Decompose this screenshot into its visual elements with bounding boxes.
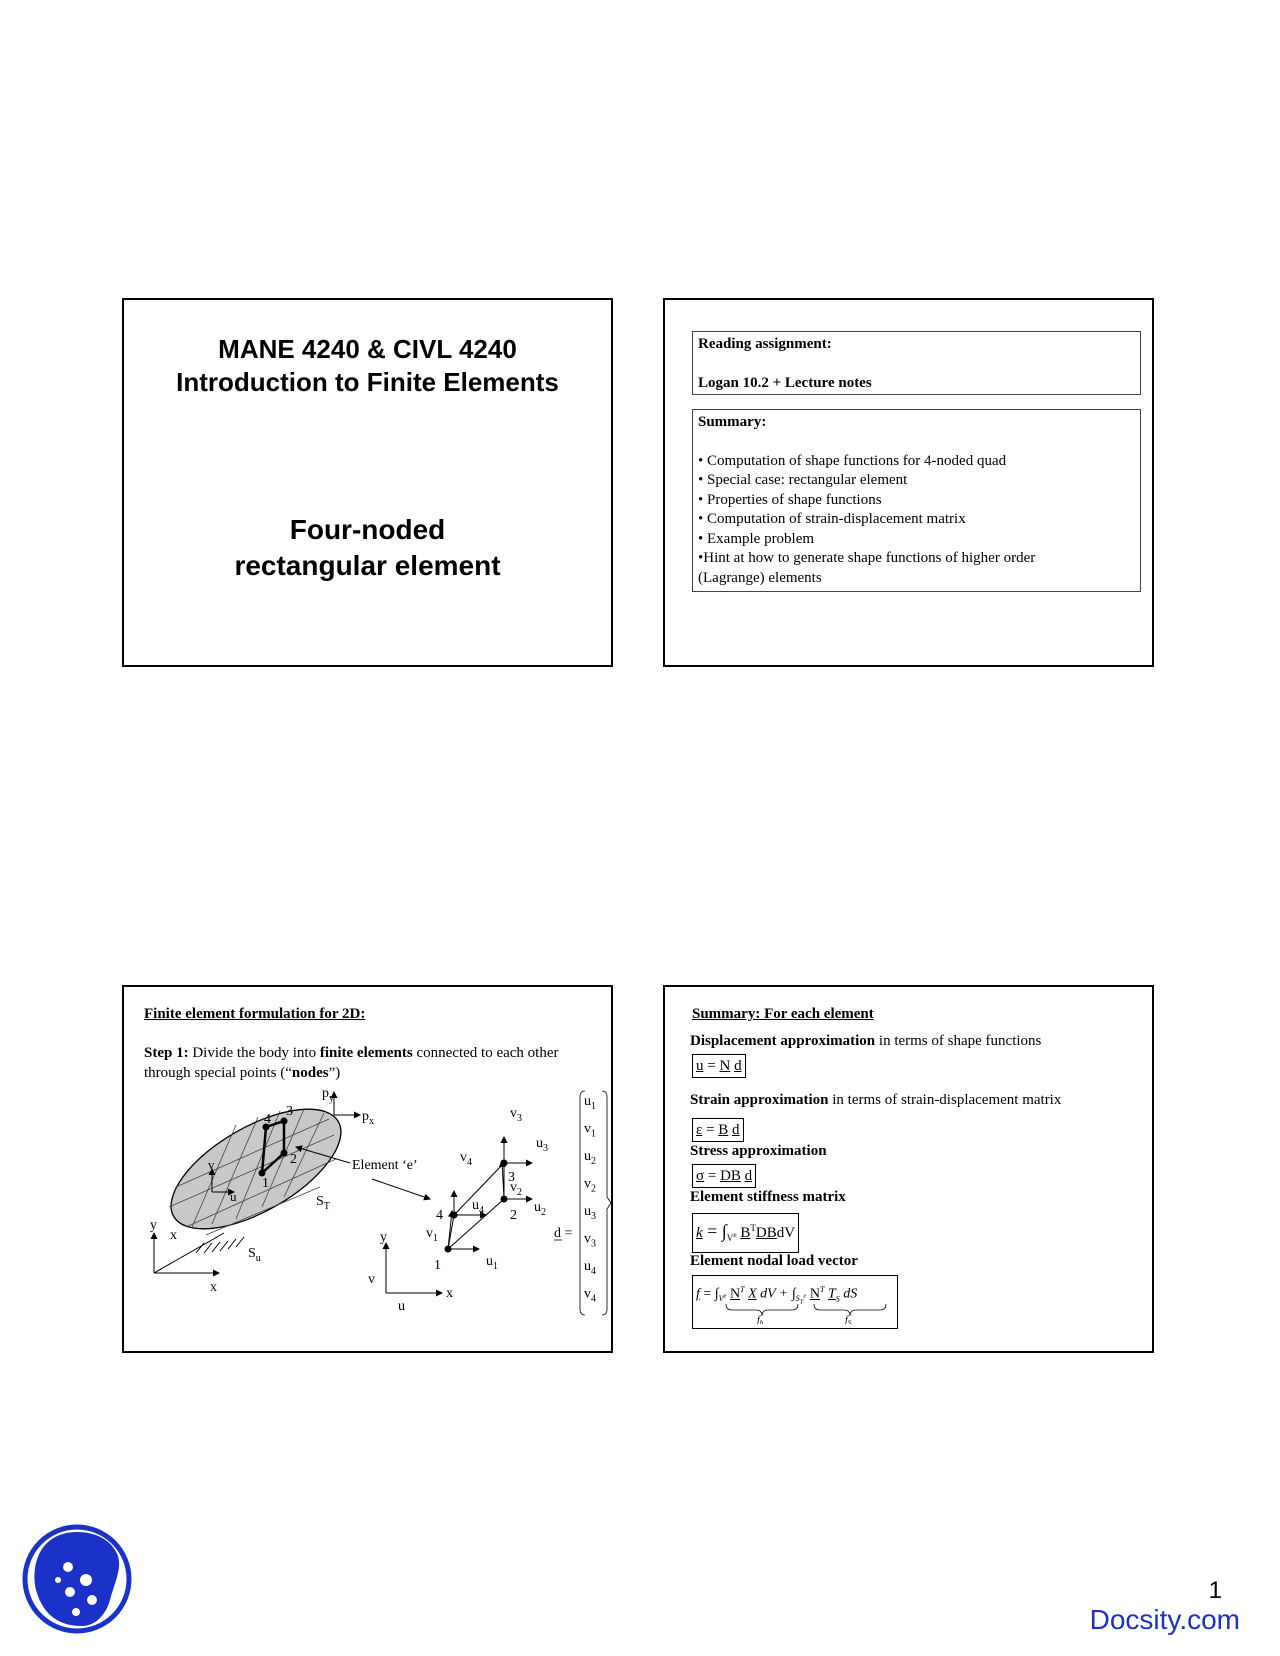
step-text-a: Divide the body into: [188, 1045, 320, 1061]
fb-label: $f_b$: [757, 1315, 764, 1324]
summary-box: [692, 409, 1141, 592]
lecture-subtitle-line1: Four-noded: [289, 514, 446, 545]
element-pointer-2: [372, 1179, 430, 1199]
label-px: $p_x$: [362, 1109, 374, 1127]
displacement-approx-bold: Displacement approximation: [690, 1033, 876, 1049]
slide-title: [122, 298, 613, 667]
fem-heading: Finite element formulation for 2D:: [144, 1006, 366, 1022]
local-v-label: v: [368, 1272, 375, 1287]
node-3: 3: [508, 1170, 515, 1185]
load-vector-line: [690, 1253, 858, 1270]
summary-item: • Computation of strain-displacement matrix: [698, 511, 966, 527]
body-node-3: 3: [286, 1104, 293, 1119]
element-label: Element ‘e’: [352, 1158, 418, 1173]
strain-approx-text: in terms of strain-displacement matrix: [828, 1092, 1062, 1108]
reading-heading: Reading assignment:: [698, 336, 832, 352]
step-bold-b: nodes: [291, 1064, 329, 1081]
stiffness-bold: Element stiffness matrix: [690, 1189, 846, 1205]
body-u-label: u: [230, 1189, 237, 1204]
displacement-equation: u = N d: [692, 1054, 746, 1078]
body-node-4: 4: [264, 1112, 271, 1127]
slide-element-summary: [663, 985, 1154, 1353]
local-x-label: x: [446, 1286, 453, 1301]
d-vector-entry: $v_2$: [584, 1176, 596, 1195]
summary-heading: Summary:: [698, 414, 767, 430]
node-2: 2: [510, 1208, 517, 1223]
summary-item: • Example problem: [698, 530, 815, 547]
stiffness-line: [690, 1189, 846, 1206]
d-vector-entry: $u_4$: [584, 1259, 596, 1277]
summary-list: [698, 452, 1135, 589]
body-region: [153, 1087, 360, 1253]
step-bold-a: finite elements: [319, 1045, 413, 1061]
label-st: $S_T$: [316, 1194, 330, 1212]
label-x-small: x: [170, 1228, 177, 1243]
label-py: $p_y$: [322, 1087, 334, 1104]
load-underbraces: [696, 1302, 896, 1324]
d-vector-entry: $u_2$: [584, 1149, 596, 1167]
stress-approx-line: [690, 1143, 827, 1160]
fem-diagram: [124, 1087, 611, 1353]
step-text-c: ”): [328, 1064, 341, 1081]
d-vector-entry: $u_1$: [584, 1094, 596, 1112]
course-title-line2: Introduction to Finite Elements: [176, 367, 559, 397]
load-vector-bold: Element nodal load vector: [690, 1253, 858, 1269]
summary-element-heading: Summary: For each element: [692, 1006, 874, 1022]
body-node-2: 2: [290, 1152, 297, 1167]
label-v3: $v_3$: [510, 1106, 522, 1124]
summary-item: • Properties of shape functions: [698, 491, 882, 508]
d-vector: [584, 1094, 596, 1305]
label-v4: $v_4$: [460, 1150, 472, 1168]
step-label: Step 1:: [144, 1045, 189, 1061]
strain-approx-line: [690, 1092, 1061, 1109]
page-number: 1: [1208, 1577, 1222, 1604]
summary-item: (Lagrange) elements: [698, 569, 822, 586]
reading-text: Logan 10.2 + Lecture notes: [698, 374, 872, 391]
lecture-subtitle: [124, 512, 611, 584]
global-diagonal: [154, 1233, 224, 1273]
vector-right-brace: [602, 1091, 611, 1315]
label-x: x: [210, 1280, 217, 1295]
label-su: $S_u$: [248, 1246, 261, 1264]
label-v2: $v_2$: [510, 1180, 522, 1198]
label-u1: $u_1$: [486, 1254, 498, 1272]
step-1-text: [144, 1044, 584, 1083]
d-vector-entry: $v_3$: [584, 1231, 596, 1250]
summary-item: •Hint at how to generate shape functions of higher order: [698, 550, 1036, 566]
slide-fem-formulation: [122, 985, 613, 1353]
d-vector-entry: $v_1$: [584, 1121, 596, 1140]
local-u-label: u: [398, 1299, 405, 1314]
displacement-approx-line: [690, 1033, 1041, 1050]
local-y-label: y: [380, 1230, 387, 1245]
strain-approx-bold: Strain approximation: [690, 1092, 829, 1108]
d-vector-entry: $u_3$: [584, 1204, 596, 1222]
reading-assignment-box: [692, 331, 1141, 395]
fs-label: $f_S$: [845, 1315, 852, 1324]
stiffness-equation: $k = \int_{V^e}$ $B^TDBdV$: [692, 1213, 799, 1253]
step-text-b: connected to each other through special points (“: [144, 1045, 559, 1081]
summary-item: • Special case: rectangular element: [698, 472, 908, 488]
strain-equation: ε = B d: [692, 1118, 744, 1142]
label-u4: $u_4$: [472, 1198, 484, 1216]
stress-equation: σ = DB d: [692, 1164, 756, 1188]
slide-reading-summary: [663, 298, 1154, 667]
d-vector-entry: $v_4$: [584, 1286, 596, 1305]
lecture-subtitle-line2: rectangular element: [234, 550, 501, 581]
displacement-approx-text: in terms of shape functions: [875, 1033, 1042, 1049]
label-u2: $u_2$: [534, 1200, 546, 1218]
summary-item: • Computation of shape functions for 4-noded quad: [698, 452, 1007, 469]
body-v-label: v: [208, 1157, 215, 1172]
d-vector-label: d =: [554, 1226, 573, 1241]
stress-approx-bold: Stress approximation: [690, 1143, 827, 1159]
label-v1: $v_1$: [426, 1226, 438, 1244]
docsity-logo-icon: [22, 1522, 132, 1636]
body-node-1: 1: [262, 1176, 269, 1191]
node-4: 4: [436, 1208, 443, 1223]
course-title-line1: MANE 4240 & CIVL 4240: [218, 334, 517, 364]
load-vector-equation: $f = \int_{V^e}$ $N^T$ X dV + $\int_{S_T^e}$ $N^T$ $T_S$ dS $f_b$ $f_S$: [692, 1275, 898, 1329]
docsity-link[interactable]: Docsity.com: [1089, 1604, 1240, 1635]
label-y: y: [150, 1218, 157, 1233]
label-u3: $u_3$: [536, 1136, 548, 1154]
node-1: 1: [434, 1258, 441, 1273]
course-title: [124, 333, 611, 399]
